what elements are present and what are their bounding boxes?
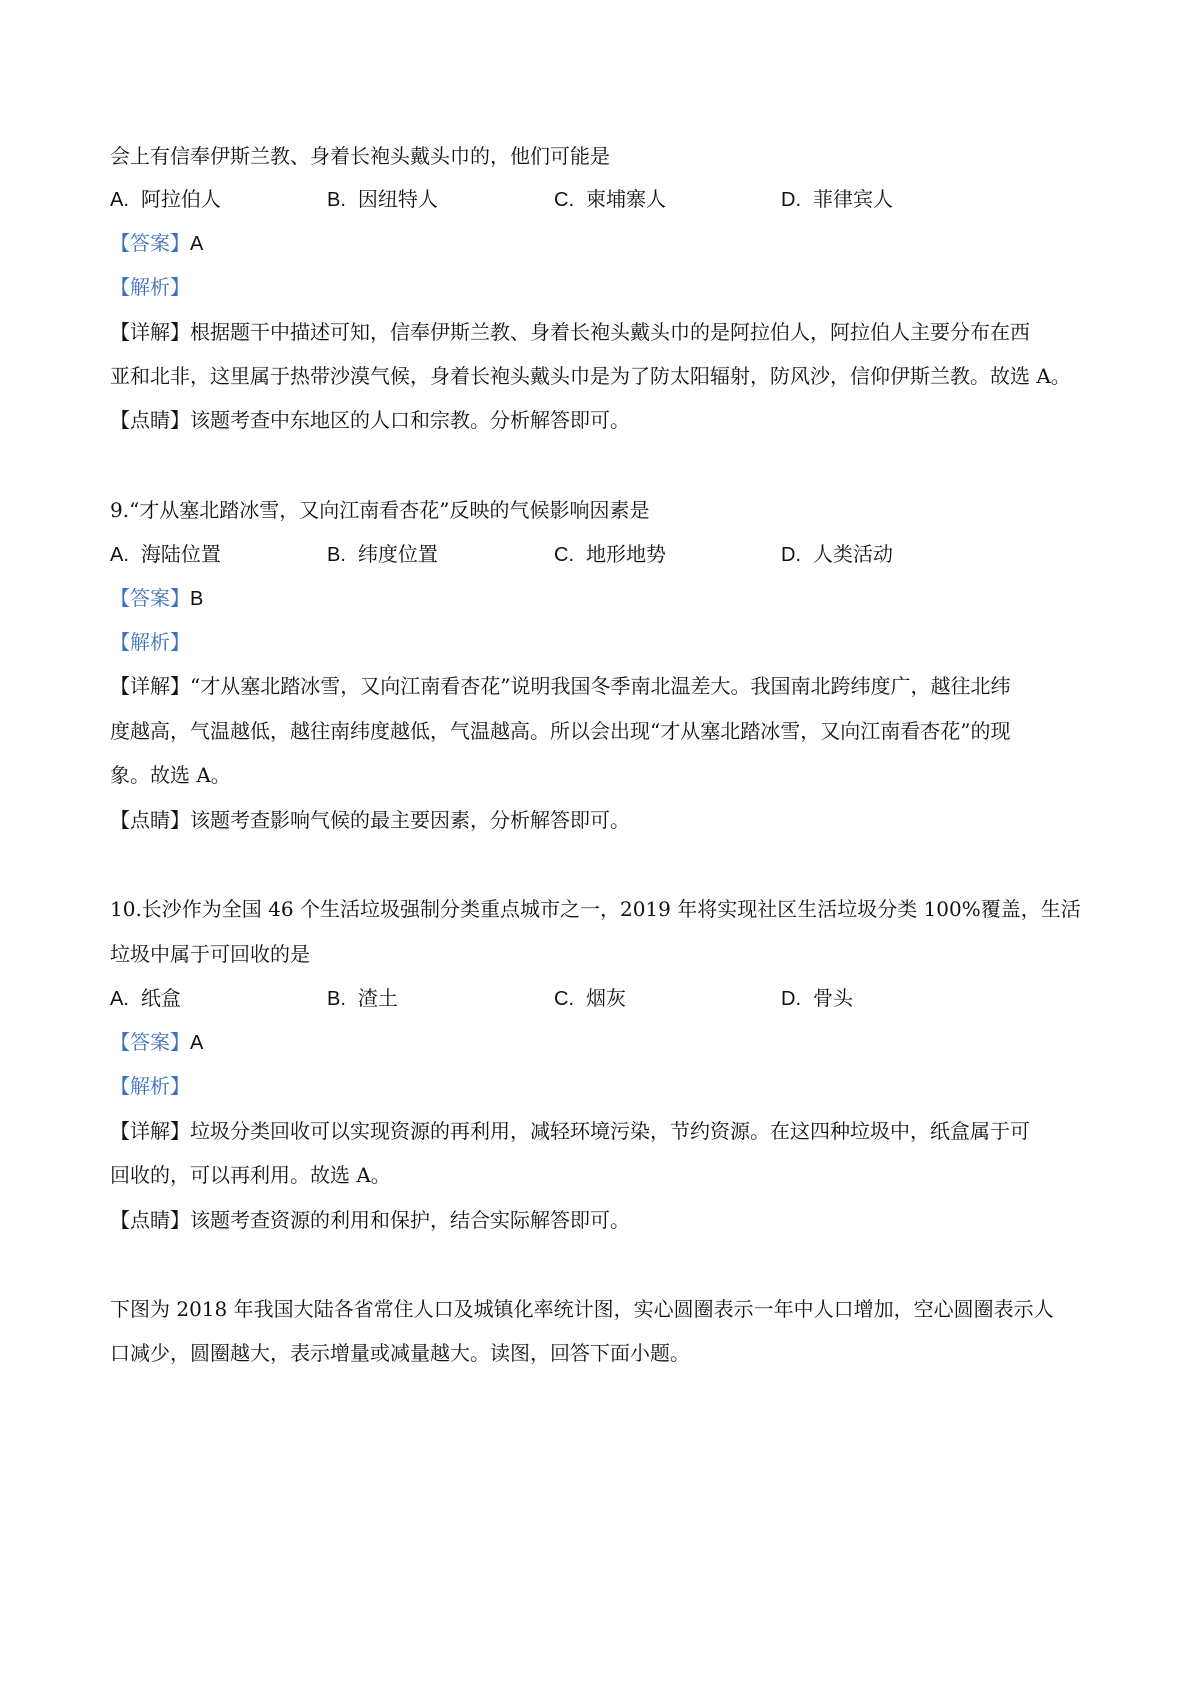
q9-answer xyxy=(110,583,1100,614)
detail-text: 根据题干中描述可知，信奉伊斯兰教、身着长袍头戴头巾的是阿拉伯人，阿拉伯人主要分布在西 xyxy=(190,320,1030,344)
q8-option-d xyxy=(781,184,893,215)
q9-detail-line-1 xyxy=(110,671,1100,701)
answer-value: B xyxy=(190,588,204,610)
option-letter: B. xyxy=(327,544,346,566)
answer-label: 【答案】 xyxy=(110,231,190,255)
option-text: 烟灰 xyxy=(586,986,626,1010)
q10-stem-line-2: 垃圾中属于可回收的是 xyxy=(110,942,310,966)
q9-option-b xyxy=(327,539,438,570)
q10-comment xyxy=(110,1205,1100,1235)
option-letter: C. xyxy=(554,189,574,211)
q10-analysis xyxy=(110,1071,1100,1101)
option-text: 菲律宾人 xyxy=(813,187,893,211)
option-text: 人类活动 xyxy=(813,542,893,566)
comment-text: 该题考查影响气候的最主要因素，分析解答即可。 xyxy=(190,808,630,832)
q8-stem: 会上有信奉伊斯兰教、身着长袍头戴头巾的，他们可能是 xyxy=(110,144,610,168)
q9-analysis xyxy=(110,627,1100,657)
option-text: 地形地势 xyxy=(586,542,666,566)
q8-detail-line-1 xyxy=(110,317,1100,347)
detail-text: “才从塞北踏冰雪，又向江南看杏花”说明我国冬季南北温差大。我国南北跨纬度广，越往北纬 xyxy=(190,674,1011,698)
option-text: 阿拉伯人 xyxy=(140,187,221,211)
q10-option-c xyxy=(554,983,626,1014)
option-text: 海陆位置 xyxy=(140,542,221,566)
option-letter: A. xyxy=(110,189,129,211)
comment-label: 【点睛】 xyxy=(110,1208,190,1232)
q8-analysis xyxy=(110,272,1100,302)
intro-line-2: 口减少，圆圈越大，表示增量或减量越大。读图，回答下面小题。 xyxy=(110,1341,690,1365)
q9-option-a xyxy=(110,539,221,570)
detail-text: 垃圾分类回收可以实现资源的再利用，减轻环境污染，节约资源。在这四种垃圾中，纸盒属于可 xyxy=(190,1119,1030,1143)
answer-label: 【答案】 xyxy=(110,586,190,610)
analysis-label: 【解析】 xyxy=(110,275,190,299)
q10-detail-line-1 xyxy=(110,1116,1100,1146)
analysis-label: 【解析】 xyxy=(110,630,190,654)
option-text: 柬埔寨人 xyxy=(586,187,666,211)
option-letter: A. xyxy=(110,544,129,566)
comment-label: 【点睛】 xyxy=(110,808,190,832)
detail-label: 【详解】 xyxy=(110,320,190,344)
q9-stem: 9.“才从塞北踏冰雪，又向江南看杏花”反映的气候影响因素是 xyxy=(110,498,650,522)
q8-option-b xyxy=(327,184,438,215)
answer-label: 【答案】 xyxy=(110,1030,190,1054)
option-letter: D. xyxy=(781,988,801,1010)
comment-text: 该题考查资源的利用和保护，结合实际解答即可。 xyxy=(190,1208,630,1232)
answer-value: A xyxy=(190,233,204,255)
q9-option-d xyxy=(781,539,893,570)
q9-options xyxy=(110,539,1100,569)
q10-option-d xyxy=(781,983,853,1014)
answer-value: A xyxy=(190,1032,204,1054)
intro-line-1: 下图为 2018 年我国大陆各省常住人口及城镇化率统计图，实心圆圈表示一年中人口增加，空心圆圈表示人 xyxy=(110,1297,1054,1321)
option-text: 因纽特人 xyxy=(357,187,438,211)
option-letter: D. xyxy=(781,189,801,211)
q10-stem-line-1: 10.长沙作为全国 46 个生活垃圾强制分类重点城市之一，2019 年将实现社区生活垃圾分类 100%覆盖，生活 xyxy=(110,897,1081,921)
option-text: 纬度位置 xyxy=(357,542,438,566)
q10-options xyxy=(110,983,1100,1013)
comment-label: 【点睛】 xyxy=(110,408,190,432)
q9-detail-line-3: 象。故选 A。 xyxy=(110,763,231,787)
analysis-label: 【解析】 xyxy=(110,1074,190,1098)
option-text: 纸盒 xyxy=(140,986,181,1010)
option-letter: B. xyxy=(327,189,346,211)
q10-option-b xyxy=(327,983,398,1014)
detail-label: 【详解】 xyxy=(110,674,190,698)
q9-detail-line-2: 度越高，气温越低，越往南纬度越低，气温越高。所以会出现“才从塞北踏冰雪，又向江南看杏花”的现 xyxy=(110,719,1011,743)
option-letter: C. xyxy=(554,544,574,566)
q8-answer xyxy=(110,228,1100,259)
option-letter: C. xyxy=(554,988,574,1010)
q8-option-a xyxy=(110,184,221,215)
q10-answer xyxy=(110,1027,1100,1058)
q10-option-a xyxy=(110,983,181,1014)
q8-detail-line-2: 亚和北非，这里属于热带沙漠气候，身着长袍头戴头巾是为了防太阳辐射，防风沙，信仰伊斯兰教。故选 A。 xyxy=(110,364,1071,388)
option-letter: B. xyxy=(327,988,346,1010)
detail-label: 【详解】 xyxy=(110,1119,190,1143)
option-text: 骨头 xyxy=(813,986,853,1010)
option-text: 渣土 xyxy=(357,986,398,1010)
q8-options xyxy=(110,184,1100,214)
q8-comment xyxy=(110,405,1100,435)
option-letter: D. xyxy=(781,544,801,566)
option-letter: A. xyxy=(110,988,129,1010)
q8-option-c xyxy=(554,184,666,215)
q10-detail-line-2: 回收的，可以再利用。故选 A。 xyxy=(110,1163,391,1187)
q9-option-c xyxy=(554,539,666,570)
comment-text: 该题考查中东地区的人口和宗教。分析解答即可。 xyxy=(190,408,630,432)
q9-comment xyxy=(110,805,1100,835)
